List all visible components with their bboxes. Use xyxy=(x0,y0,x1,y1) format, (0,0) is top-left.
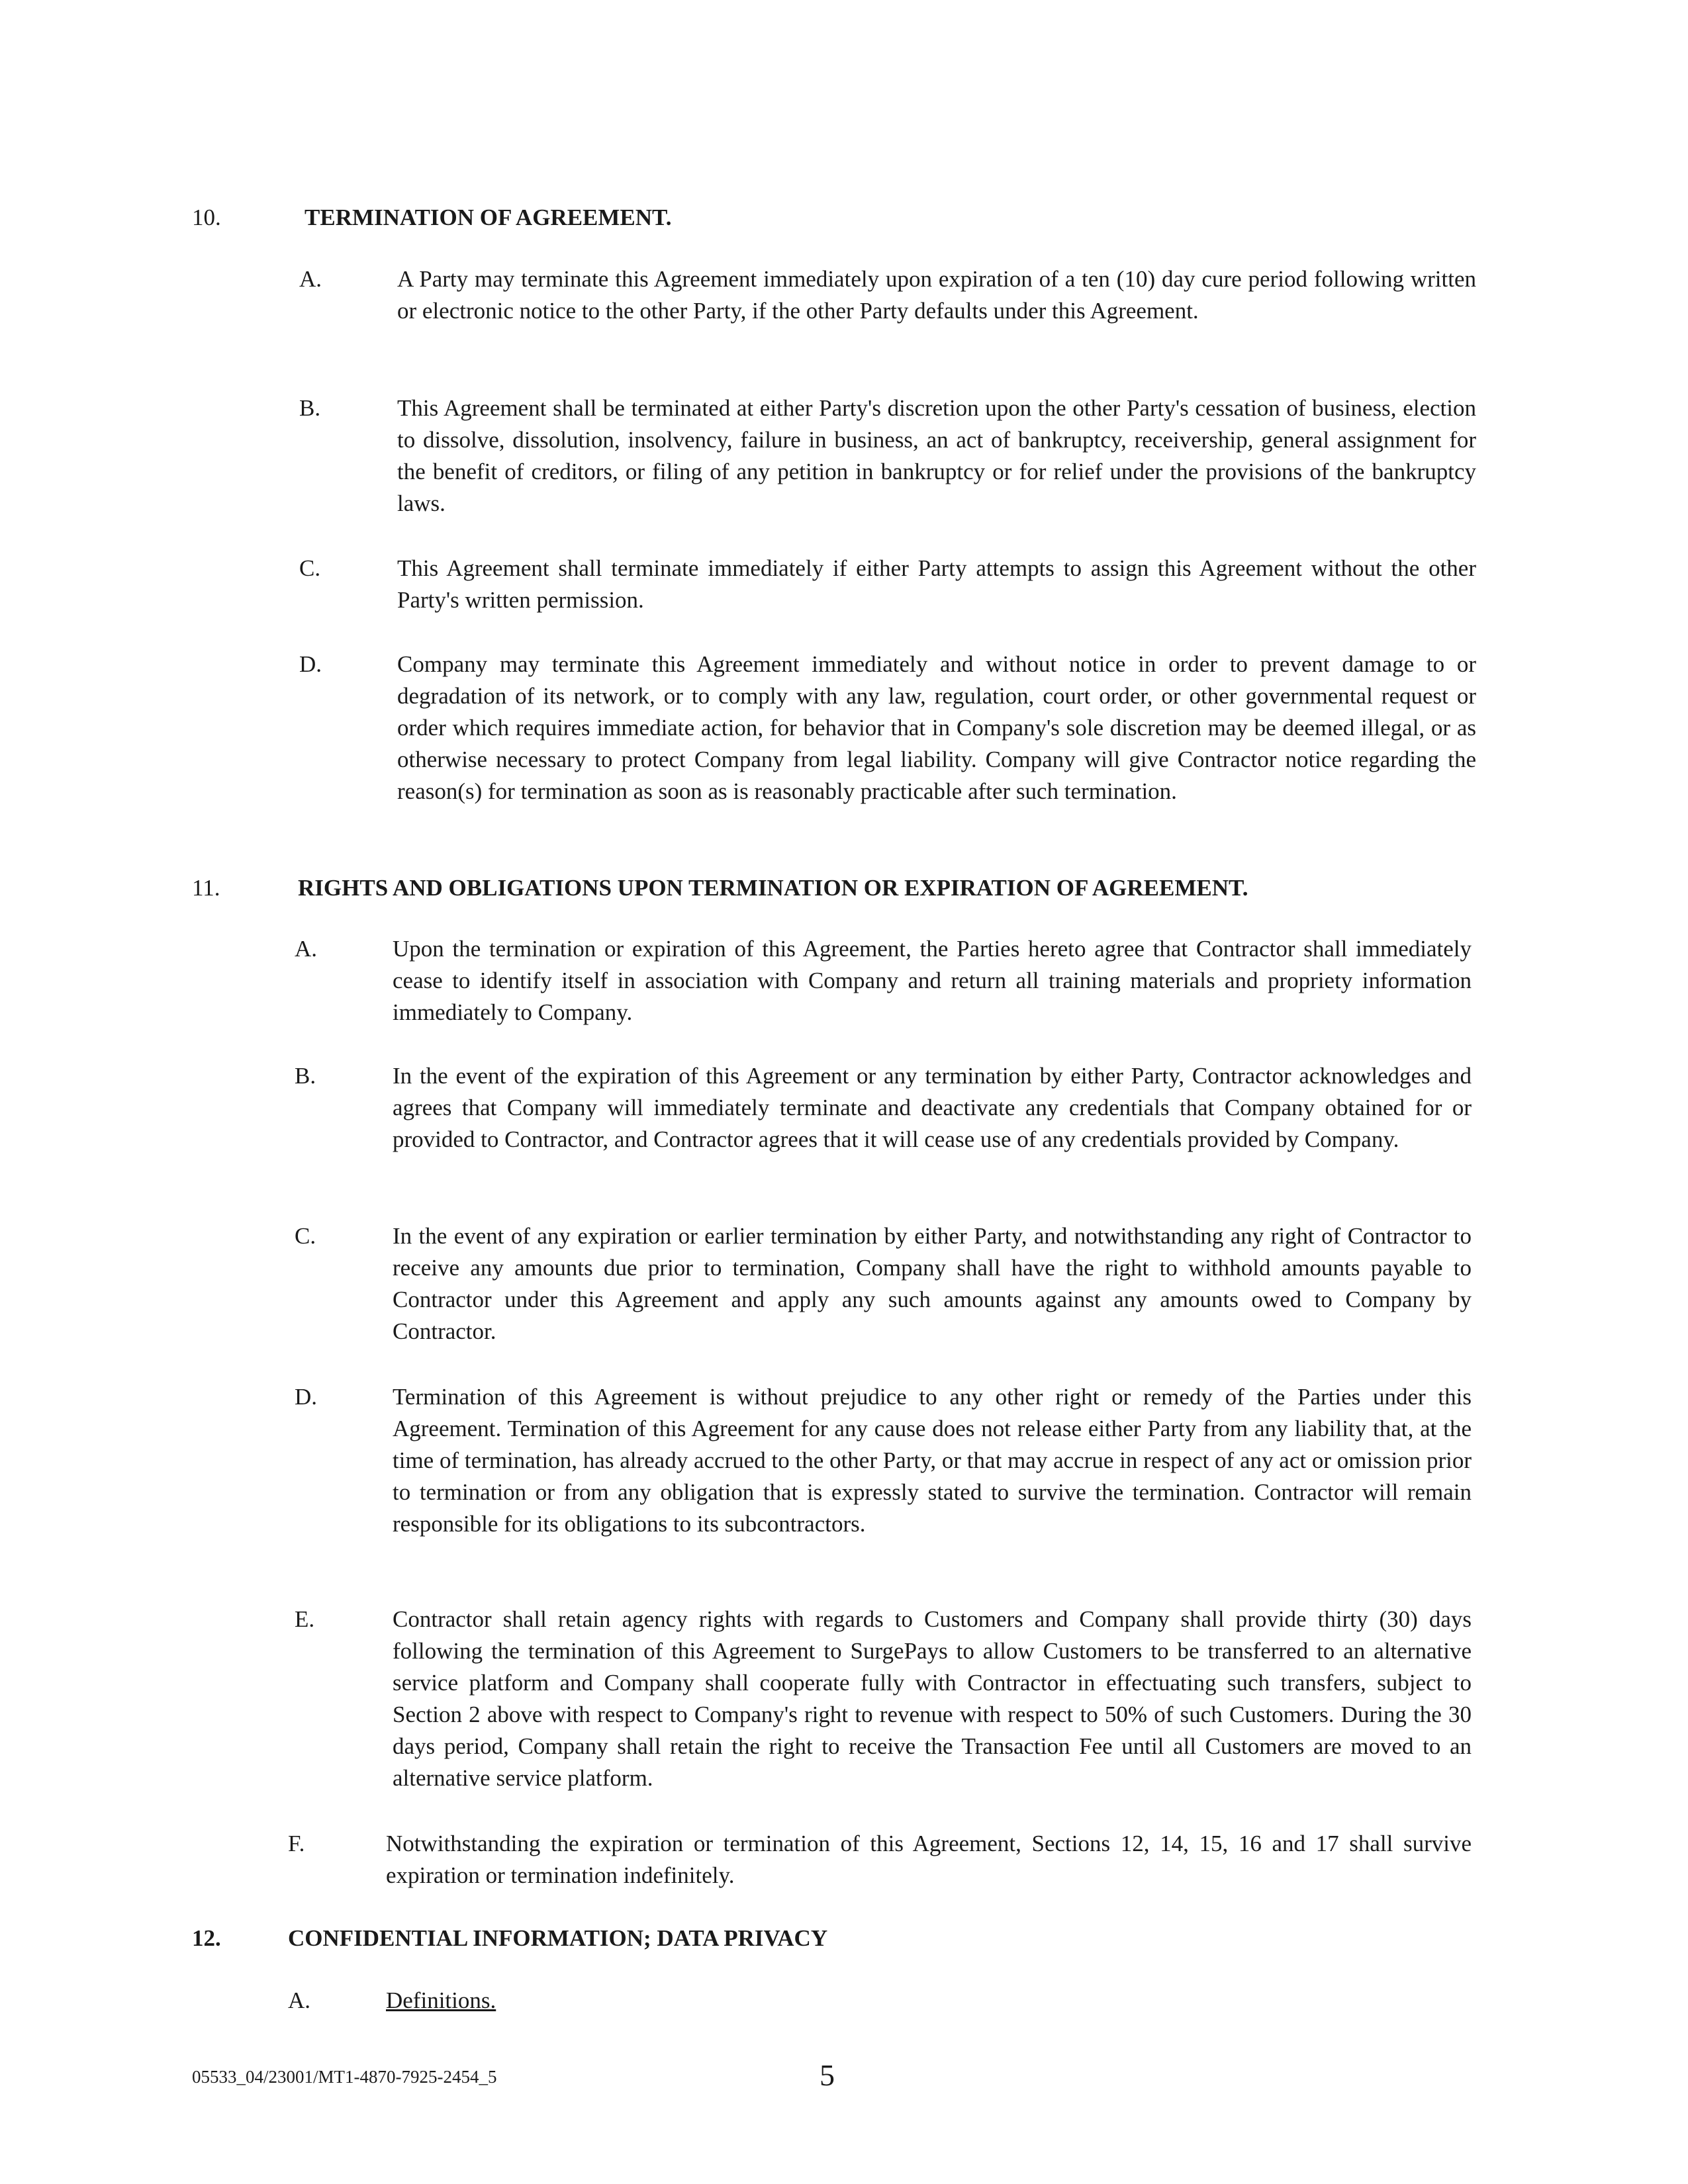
page-number: 5 xyxy=(820,2058,835,2092)
section-12 xyxy=(192,1923,1503,1954)
section-10 xyxy=(192,202,1503,234)
clause-letter: A. xyxy=(295,936,318,962)
section-title: RIGHTS AND OBLIGATIONS UPON TERMINATION OR EXPIRATION OF AGREEMENT. xyxy=(298,875,1248,901)
clause-text: Upon the termination or expiration of this Agreement, the Parties hereto agree that Contractor shall immediately cease to identify itself in association with Company and return all training materials and propriety information immediately to Company. xyxy=(393,936,1472,1025)
document-id: 05533_04/23001/MT1-4870-7925-2454_5 xyxy=(192,2067,497,2087)
section-heading xyxy=(192,202,1503,234)
clause-heading-definitions: Definitions. xyxy=(386,1987,496,2013)
section-11 xyxy=(192,872,1503,904)
clause-text: Termination of this Agreement is without prejudice to any other right or remedy of the Parties under this Agreement. Termination of this Agreement for any cause does not release either Party from any liability that, at the time of termination, has already accrued to the other Party, or that may accrue in respect of any act or omission prior to termination or from any obligation that is expressly stated to survive the termination. Contractor will remain responsible for its obligations to its subcontractors. xyxy=(393,1384,1472,1537)
clause-letter: B. xyxy=(295,1063,316,1089)
section-number: 12. xyxy=(192,1925,221,1951)
section-title: TERMINATION OF AGREEMENT. xyxy=(305,205,672,230)
clause-text: Company may terminate this Agreement immediately and without notice in order to prevent damage to or degradation of its network, or to comply with any law, regulation, court order, or other governmental request or order which requires immediate action, for behavior that in Company's sole discretion may be deemed illegal, or as otherwise necessary to protect Company from legal liability. Company will give Contractor notice regarding the reason(s) for termination as soon as is reasonably practicable after such termination. xyxy=(397,651,1476,804)
clause-text: A Party may terminate this Agreement immediately upon expiration of a ten (10) day cure period following written or electronic notice to the other Party, if the other Party defaults under this Agreement. xyxy=(397,266,1476,324)
section-heading xyxy=(192,872,1503,904)
section-heading xyxy=(192,1923,1503,1954)
clause-text: Contractor shall retain agency rights with regards to Customers and Company shall provide thirty (30) days following the termination of this Agreement to SurgePays to allow Customers to be transferred to an alternative service platform and Company shall cooperate fully with Contractor in effectuating such transfers, subject to Section 2 above with respect to Company's right to revenue with respect to 50% of such Customers. During the 30 days period, Company shall retain the right to receive the Transaction Fee until all Customers are moved to an alternative service platform. xyxy=(393,1606,1472,1791)
clause-text: In the event of the expiration of this Agreement or any termination by either Party, Contractor acknowledges and agrees that Company will immediately terminate and deactivate any credentials that Company obtained for or provided to Contractor, and Contractor agrees that it will cease use of any credentials provided by Company. xyxy=(393,1063,1472,1152)
section-number: 11. xyxy=(192,875,220,901)
clause-letter: D. xyxy=(299,651,322,677)
clause-text: Notwithstanding the expiration or termination of this Agreement, Sections 12, 14, 15, 16 and 17 shall survive expiration or termination indefinitely. xyxy=(386,1831,1472,1888)
clause-text: This Agreement shall be terminated at either Party's discretion upon the other Party's cessation of business, election to dissolve, dissolution, insolvency, failure in business, an act of bankruptcy, receivership, general assignment for the benefit of creditors, or filing of any petition in bankruptcy or for relief under the provisions of the bankruptcy laws. xyxy=(397,395,1476,516)
clause-letter: A. xyxy=(288,1987,311,2013)
clause-letter: E. xyxy=(295,1606,315,1632)
section-title: CONFIDENTIAL INFORMATION; DATA PRIVACY xyxy=(288,1925,828,1951)
clause-letter: A. xyxy=(299,266,322,292)
clause-letter: C. xyxy=(299,555,321,581)
clause-text: This Agreement shall terminate immediately if either Party attempts to assign this Agreement without the other Party's written permission. xyxy=(397,555,1476,613)
clause-letter: F. xyxy=(288,1831,305,1856)
section-number: 10. xyxy=(192,205,221,230)
clause-letter: D. xyxy=(295,1384,318,1410)
clause-letter: B. xyxy=(299,395,321,421)
clause-text: In the event of any expiration or earlier termination by either Party, and notwithstanding any right of Contractor to receive any amounts due prior to termination, Company shall have the right to withhold amounts payable to Contractor under this Agreement and apply any such amounts against any amounts owed to Company by Contractor. xyxy=(393,1223,1472,1344)
clause-letter: C. xyxy=(295,1223,316,1249)
